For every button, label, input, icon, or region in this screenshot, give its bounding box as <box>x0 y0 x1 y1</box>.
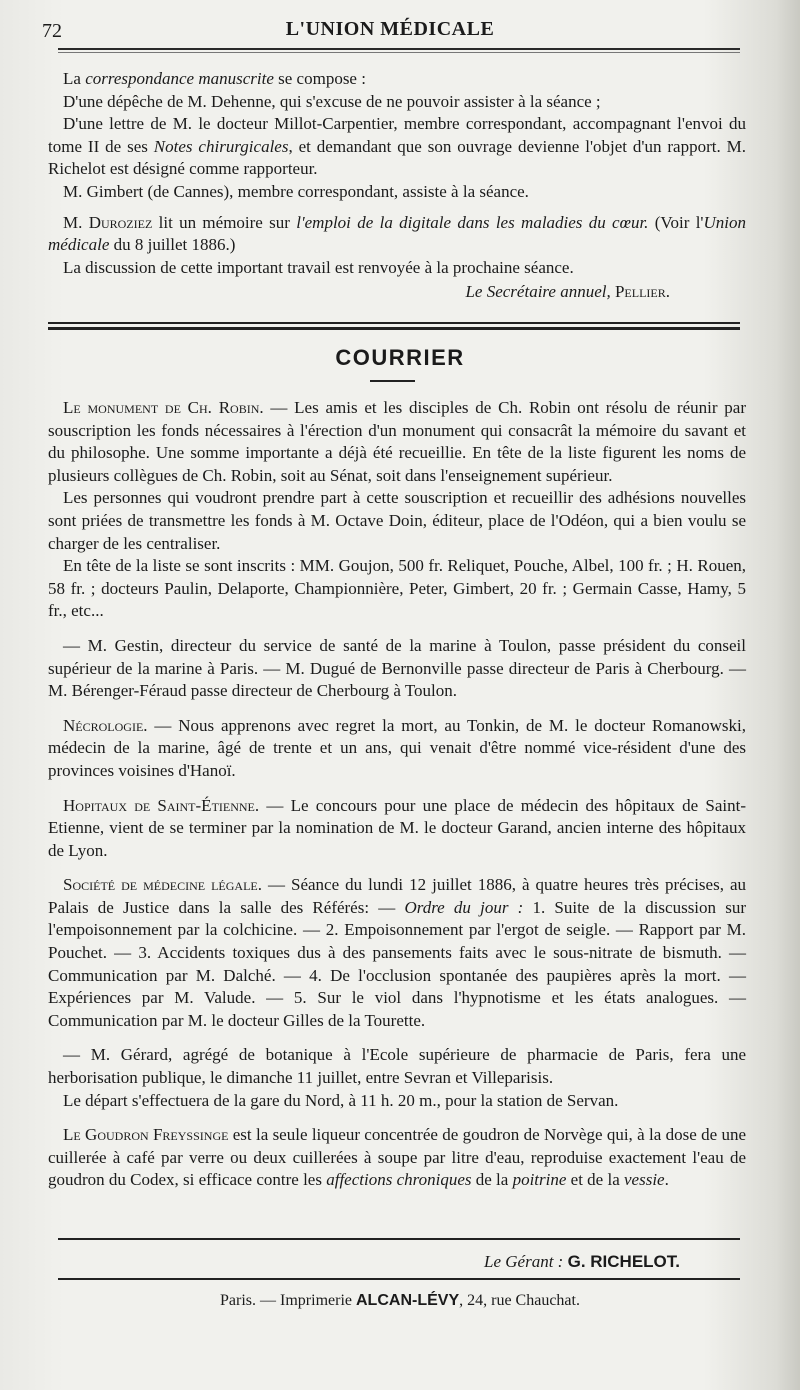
title-underline <box>370 380 415 382</box>
news-item: Société de médecine légale. — Séance du lundi 12 juillet 1886, à quatre heures très précises, au Palais de Justice dans la salle des Référés: — Ordre du jour : 1. Suite de la discussion sur l'empoisonnement par la colchicine. — 2. Empoisonnement par l'ergot de seigle. — Rapport par M. Pouchet. — 3. Accidents toxiques dus à des pansements faits avec le sous-nitrate de bismuth. — Communication par M. Dalché. — 4. De l'occlusion spontanée des paupières après la mort. — Expériences par M. Valude. — 5. Sur le viol dans l'hypnotisme et les états analogues. — Communication par M. le docteur Gilles de la Tourette. <box>48 875 746 1030</box>
news-item: En tête de la liste se sont inscrits : MM. Goujon, 500 fr. Reliquet, Pouche, Albel, 100 fr. ; H. Rouen, 58 fr. ; docteurs Paulin, Delaporte, Championnière, Peter, Gimbert, 20 fr. ; Germain Casse, Hamy, 5 fr., etc... <box>48 556 746 621</box>
running-title: L'UNION MÉDICALE <box>285 18 495 40</box>
news-item: Le monument de Ch. Robin. — Les amis et les disciples de Ch. Robin ont résolu de réunir par souscription les fonds nécessaires à l'érection d'un monument qui consacrât la mémoire du savant et du philosophe. Une somme importante a déjà été recueillie. En tête de la liste figurent les noms de plusieurs collègues de Ch. Robin, soit au Sénat, soit dans l'enseignement supérieur. <box>48 398 746 485</box>
printer-imprint: Paris. — Imprimerie ALCAN-LÉVY, 24, rue Chauchat. <box>220 1292 580 1309</box>
news-item: Nécrologie. — Nous apprenons avec regret la mort, au Tonkin, de M. le docteur Romanowski, médecin de la marine, âgé de trente et un ans, qui venait d'être nommé vice-résident d'une des provinces voisines d'Hanoï. <box>48 715 746 780</box>
news-item: Le départ s'effectuera de la gare du Nord, à 11 h. 20 m., pour la station de Servan. <box>63 1090 619 1110</box>
header-rule-thin <box>58 52 740 53</box>
page-header <box>40 14 740 48</box>
news-item: Hopitaux de Saint-Étienne. — Le concours pour une place de médecin des hôpitaux de Saint-Etienne, vient de se terminer par la nomination de M. le docteur Garand, ancien interne des hôpitaux de Lyon. <box>48 795 747 860</box>
page-number: 72 <box>42 20 62 42</box>
gerant-line: Le Gérant : G. RICHELOT. <box>484 1252 680 1271</box>
header-rule <box>58 48 740 50</box>
news-item: — M. Gestin, directeur du service de santé de la marine à Toulon, passe président du conseil supérieur de la marine à Paris. — M. Dugué de Bernonville passe directeur de Paris à Cherbourg. — M. Bérenger-Féraud passe directeur de Cherbourg à Toulon. <box>48 635 746 701</box>
minutes-paragraph: La discussion de cette important travail est renvoyée à la prochaine séance. <box>63 257 574 277</box>
courrier-section <box>48 397 746 1192</box>
section-divider <box>48 322 740 324</box>
footer-rule <box>58 1238 740 1240</box>
section-divider-thick <box>48 327 740 330</box>
minutes-paragraph: D'une lettre de M. le docteur Millot-Carpentier, membre correspondant, accompagnant l'envoi du tome II de ses Notes chirurgicales, et demandant que son ouvrage devienne l'objet d'un rapport. M. Richelot est désigné comme rapporteur. <box>48 114 747 179</box>
news-item: — M. Gérard, agrégé de botanique à l'Ecole supérieure de pharmacie de Paris, fera une herborisation publique, le dimanche 11 juillet, entre Sevran et Villeparisis. <box>48 1045 746 1088</box>
minutes-section <box>48 68 746 279</box>
minutes-paragraph: La correspondance manuscrite se compose : <box>63 69 366 88</box>
section-title: COURRIER <box>335 345 465 370</box>
news-item: Les personnes qui voudront prendre part à cette souscription et recueillir des adhésions nouvelles sont priées de transmettre les fonds à M. Octave Doin, éditeur, place de l'Odéon, qui a bien voulu se charger de les centraliser. <box>48 488 746 553</box>
minutes-paragraph: M. Duroziez lit un mémoire sur l'emploi de la digitale dans les maladies du cœur. (Voir l'Union médicale du 8 juillet 1886.) <box>48 212 746 255</box>
secretary-signature: Le Secrétaire annuel, Pellier. <box>465 282 670 301</box>
footer-rule-lower <box>58 1278 740 1280</box>
minutes-paragraph: D'une dépêche de M. Dehenne, qui s'excuse de ne pouvoir assister à la séance ; <box>63 91 601 111</box>
minutes-paragraph: M. Gimbert (de Cannes), membre correspondant, assiste à la séance. <box>63 181 529 201</box>
news-item: Le Goudron Freyssinge est la seule liqueur concentrée de goudron de Norvège qui, à la dose de une cuillerée à café par verre ou deux cuillerées à soupe par litre d'eau, reproduise exactement l'eau de goudron du Codex, si efficace contre les affections chroniques de la poitrine et de la vessie. <box>48 1125 746 1190</box>
